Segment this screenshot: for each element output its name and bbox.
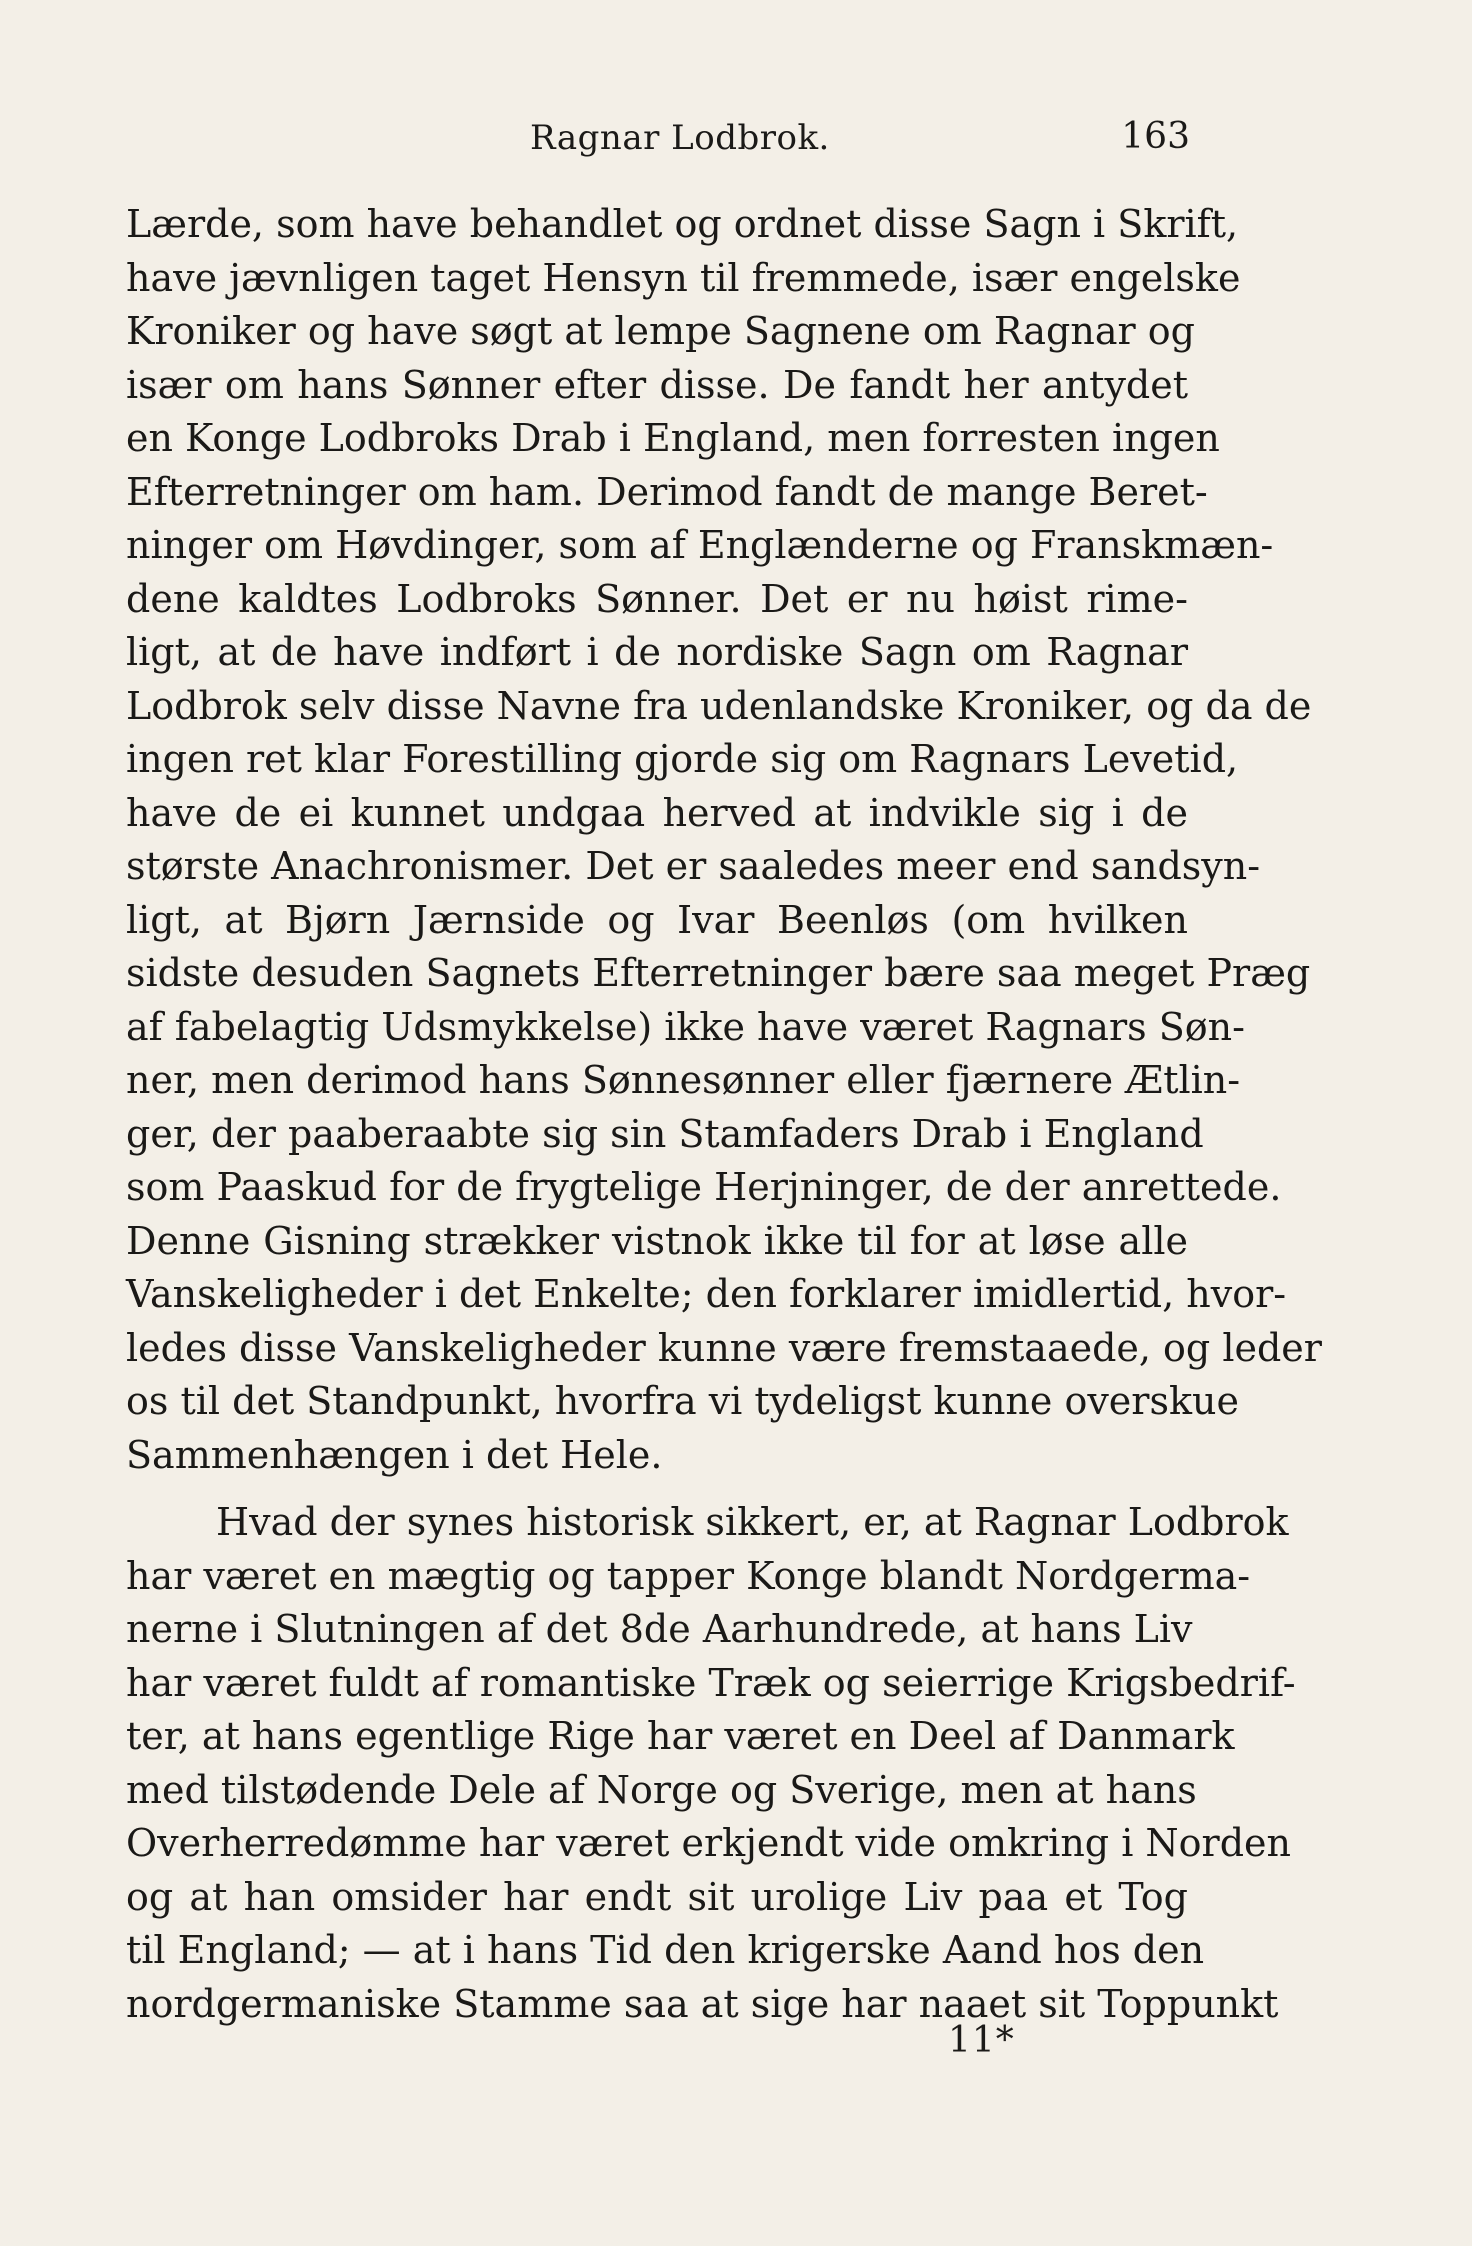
text-line: os til det Standpunkt, hvorfra vi tydeligst kunne overskue (126, 1379, 1239, 1423)
text-line: Hvad der synes historisk sikkert, er, at Ragnar Lodbrok (216, 1500, 1289, 1544)
text-line: Efterretninger om ham. Derimod fandt de mange Beret- (126, 469, 1208, 514)
text-line: Overherredømme har været erkjendt vide omkring i Norden (126, 1821, 1292, 1865)
running-title: Ragnar Lodbrok. (530, 118, 830, 158)
text-line: Lodbrok selv disse Navne fra udenlandske Kroniker, og da de (126, 683, 1312, 728)
page-number: 163 (1121, 116, 1190, 157)
text-line: dene kaldtes Lodbroks Sønner. Det er nu høist rime- (126, 576, 1188, 621)
text-line: en Konge Lodbroks Drab i England, men forresten ingen (126, 416, 1220, 460)
signature-mark: 11* (948, 2020, 1015, 2061)
text-line: have de ei kunnet undgaa herved at indvikle sig i de (126, 790, 1188, 835)
text-line: som Paaskud for de frygtelige Herjninger, de der anrettede. (126, 1165, 1282, 1209)
text-line: med tilstødende Dele af Norge og Sverige, men at hans (126, 1767, 1197, 1812)
text-line: ter, at hans egentlige Rige har været en Deel af Danmark (126, 1714, 1235, 1758)
text-line: have jævnligen taget Hensyn til fremmede, især engelske (126, 255, 1241, 300)
text-line: ledes disse Vanskeligheder kunne være fremstaaede, og leder (126, 1325, 1322, 1370)
text-line: nordgermaniske Stamme saa at sige har naaet sit Toppunkt (126, 1981, 1279, 2026)
text-line: sidste desuden Sagnets Efterretninger bære saa meget Præg (126, 951, 1311, 995)
text-line: af fabelagtig Udsmykkelse) ikke have været Ragnars Søn- (126, 1004, 1245, 1049)
text-line: Denne Gisning strækker vistnok ikke til for at løse alle (126, 1218, 1188, 1263)
text-line: Lærde, som have behandlet og ordnet disse Sagn i Skrift, (126, 202, 1239, 246)
text-line: ner, men derimod hans Sønnesønner eller fjærnere Ætlin- (126, 1058, 1241, 1102)
text-line: ligt, at Bjørn Jærnside og Ivar Beenløs (om hvilken (126, 897, 1188, 942)
text-line: har været fuldt af romantiske Træk og seierrige Krigsbedrif- (126, 1660, 1296, 1705)
text-line: ingen ret klar Forestilling gjorde sig om Ragnars Levetid, (126, 737, 1239, 781)
text-line: største Anachronismer. Det er saaledes meer end sandsyn- (126, 844, 1261, 888)
body-text (126, 198, 1322, 2031)
text-line: Sammenhængen i det Hele. (126, 1432, 663, 1477)
text-line: til England; — at i hans Tid den krigerske Aand hos den (126, 1928, 1205, 1972)
text-line: har været en mægtig og tapper Konge blandt Nordgerma- (126, 1553, 1251, 1598)
paragraph-2 (126, 1496, 1296, 2031)
text-line: Vanskeligheder i det Enkelte; den forklarer imidlertid, hvor- (126, 1272, 1287, 1316)
text-line: og at han omsider har endt sit urolige Liv paa et Tog (126, 1874, 1188, 1919)
text-line: ninger om Høvdinger, som af Englænderne og Franskmæn- (126, 523, 1274, 567)
text-line: ligt, at de have indført i de nordiske Sagn om Ragnar (126, 630, 1188, 674)
text-line: ger, der paaberaabte sig sin Stamfaders Drab i England (126, 1111, 1204, 1156)
text-line: Kroniker og have søgt at lempe Sagnene om Ragnar og (126, 309, 1195, 353)
text-line: nerne i Slutningen af det 8de Aarhundrede, at hans Liv (126, 1607, 1193, 1651)
text-line: især om hans Sønner efter disse. De fandt her antydet (126, 362, 1188, 407)
paragraph-1 (126, 198, 1322, 1482)
paragraph-gap (126, 1482, 1188, 1496)
